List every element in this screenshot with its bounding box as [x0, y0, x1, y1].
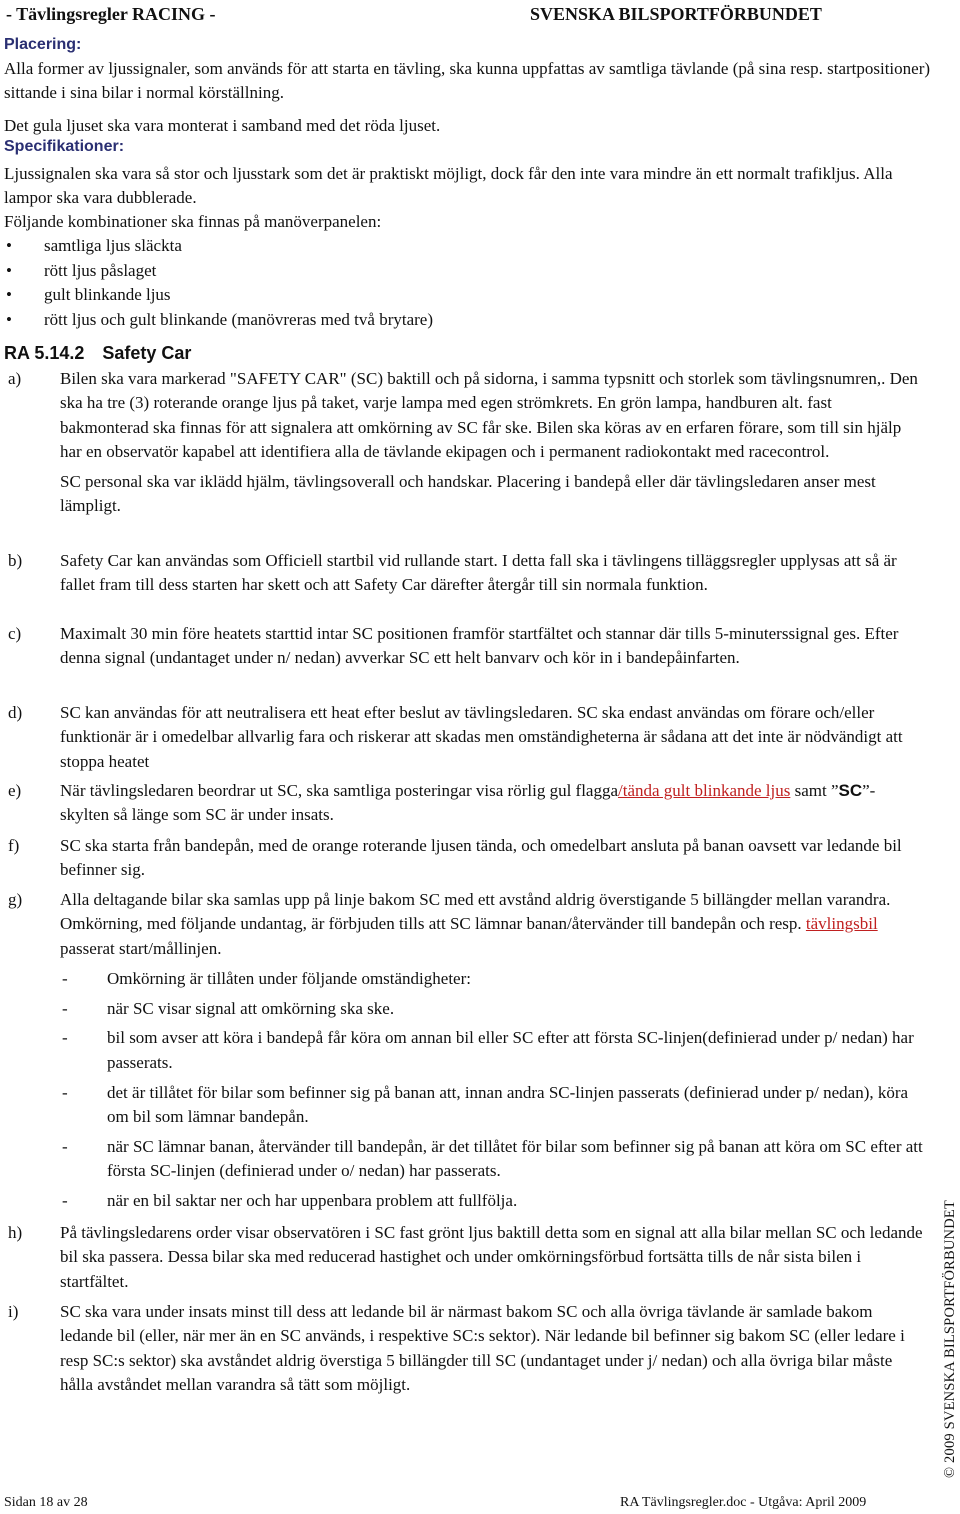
rule-item-b [4, 549, 924, 598]
rule-item-c [4, 622, 924, 671]
bullet-mark: • [6, 260, 12, 280]
sc-sign-label: SC [838, 781, 863, 800]
bullet-mark: • [6, 236, 12, 255]
revision-link[interactable]: /tända gult blinkande ljus [618, 781, 791, 800]
list-item: - när en bil saktar ner och har uppenbara problem att fullfölja. [60, 1189, 924, 1213]
dash-mark: - [62, 1136, 68, 1156]
item-h-text: På tävlingsledarens order visar observatören i SC fast grönt ljus baktill detta som en signal att alla bilar mellan SC och ledande bil ska passera. Dessa bilar ska med reducerad hastighet och under omkörningsförbud fortsätta tills de når sista bilen i startfältet. [60, 1223, 923, 1291]
list-item: • gult blinkande ljus [4, 283, 904, 308]
list-item: - när SC lämnar banan, återvänder till bandepån, är det tillåtet för bilar som befinner sig på banan att köra om SC efter att första SC-linjen (definierad under o/ nedan) har passerats. [62, 1136, 923, 1180]
section-number: RA 5.14.2 [4, 343, 85, 363]
rule-item-g [4, 888, 924, 1219]
item-label: a) [8, 369, 22, 388]
page-number: Sidan 18 av 28 [4, 1495, 88, 1510]
list-item: - Omkörning är tillåten under följande omständigheter: [60, 967, 924, 991]
section-heading [4, 343, 191, 364]
copyright-vertical: © 2009 SVENSKA BILSPORTFÖRBUNDET [942, 1200, 958, 1478]
item-a-paragraph-2: SC personal ska var iklädd hjälm, tävlingsoverall och handskar. Placering i bandepå eller där tävlingsledaren anser mest lämpligt. [60, 472, 876, 516]
rule-item-h [4, 1221, 924, 1294]
item-a-paragraph-1: Bilen ska vara markerad "SAFETY CAR" (SC) baktill och på sidorna, i samma typsnitt och storlek som tävlingsnumren,. Den ska ha tre (3) roterande orange ljus på taket, varje lampa med egen strömkrets. En grön lampa, handburen alt. fast bakmonterad ska finnas för att signalera att omkörning av SC får ske. Bilen ska köras av en erfaren förare, som till sin hjälp har en observatör kapabel att identifiera alla de tävlande ekipagen och i permanent radiokontakt med racecontrol. [60, 369, 918, 461]
list-item: - det är tillåtet för bilar som befinner sig på banan att, innan andra SC-linjen passerats (definierad under p/ nedan), köra om bil som lämnar bandepån. [62, 1082, 909, 1126]
list-item: • samtliga ljus släckta [4, 234, 904, 259]
item-c-text: Maximalt 30 min före heatets starttid intar SC positionen framför startfältet och stannar där tills 5-minuterssignal ges. Efter denna signal (undantaget under n/ nedan) avverkar SC ett helt banvarv och kör in i bandepåinfarten. [60, 624, 899, 668]
item-label: b) [8, 551, 23, 570]
combination-list [4, 234, 904, 332]
revision-link[interactable]: tävlingsbil [805, 914, 878, 934]
spec-paragraph-2: Följande kombinationer ska finnas på manöverpanelen: [4, 212, 382, 231]
item-g-text: Alla deltagande bilar ska samlas upp på linje bakom SC med ett avstånd aldrig överstigande 5 billängder mellan varandra. Omkörning, med följande undantag, är förbjuden tills att SC lämnar banan/återvänder till bandepån och resp. tävlingsbil passerat start/mållinjen. [60, 890, 891, 958]
rule-item-f [4, 834, 924, 883]
item-label: h) [8, 1223, 23, 1242]
list-item: • rött ljus påslaget [4, 259, 904, 284]
item-label: e) [8, 781, 22, 800]
item-label: d) [8, 703, 23, 722]
item-f-text: SC ska starta från bandepån, med de orange roterande ljusen tända, och omedelbart ansluta på banan oavsett var ledande bil befinner sig. [60, 836, 902, 880]
item-label: i) [8, 1302, 19, 1321]
heading-placering: Placering: [4, 36, 82, 53]
rule-item-a [4, 367, 924, 519]
item-label: g) [8, 890, 23, 909]
document-info: RA Tävlingsregler.doc - Utgåva: April 2009 [620, 1495, 867, 1510]
item-label: f) [8, 836, 20, 855]
list-item: - när SC visar signal att omkörning ska ske. [60, 997, 924, 1021]
bullet-mark: • [6, 309, 12, 329]
rule-item-e [4, 779, 924, 828]
dash-mark: - [62, 1082, 68, 1102]
item-label: c) [8, 624, 22, 643]
heading-specifikationer: Specifikationer: [4, 138, 125, 155]
item-b-text: Safety Car kan användas som Officiell startbil vid rullande start. I detta fall ska i tävlingens tilläggsregler upplysas att så är fallet fram till dess starten har skett och att Safety Car därefter återgår till sin normala funktion. [60, 551, 897, 595]
item-i-text: SC ska vara under insats minst till dess att ledande bil är närmast bakom SC och alla övriga tävlande är samlade bakom ledande bil (eller, när mer än en SC används, i respektive SC:s sektor). När ledande bil befinner sig bakom SC (eller ledare i resp SC:s sektor) ska avståndet aldrig överstiga 5 billängder till SC (undantaget under j/ nedan) och alla övriga bilar måste hålla avståndet mellan varandra så tätt som möjligt. [60, 1302, 905, 1394]
placering-paragraph-1: Alla former av ljussignaler, som används för att starta en tävling, ska kunna uppfattas av samtliga tävlande (på sina resp. startpositioner) sittande i sina bilar i normal körställning. [4, 59, 931, 102]
list-item: • rött ljus och gult blinkande (manövreras med två brytare) [4, 308, 904, 333]
dash-mark: - [62, 998, 68, 1018]
section-title: Safety Car [102, 343, 192, 363]
dash-mark: - [62, 1190, 68, 1210]
item-e-text: När tävlingsledaren beordrar ut SC, ska samtliga posteringar visa rörlig gul flagga/tända gult blinkande ljus samt ”SC”-skylten så länge som SC är under insats. [60, 781, 876, 825]
placering-paragraph-2: Det gula ljuset ska vara monterat i samband med det röda ljuset. [4, 116, 441, 135]
rule-item-i [4, 1300, 924, 1397]
dash-mark: - [62, 968, 68, 988]
header-right: SVENSKA BILSPORTFÖRBUNDET [530, 4, 822, 24]
dash-mark: - [62, 1028, 68, 1048]
list-item: - bil som avser att köra i bandepå får köra om annan bil eller SC efter att första SC-linjen(definierad under p/ nedan) har passerats. [62, 1028, 914, 1072]
exception-list [60, 967, 924, 1213]
header-left: - Tävlingsregler RACING - [6, 4, 216, 24]
rule-item-d [4, 701, 924, 774]
item-d-text: SC kan användas för att neutralisera ett heat efter beslut av tävlingsledaren. SC ska endast användas om förare och/eller funktionär är i omedelbar allvarlig fara och riskerar att skadas men omständigheterna är sådana att det inte är nödvändigt att stoppa heatet [60, 703, 903, 771]
spec-paragraph-1: Ljussignalen ska vara så stor och ljusstark som det är praktiskt möjligt, dock får den inte vara mindre än ett normalt trafikljus. Alla lampor ska vara dubblerade. [4, 164, 893, 207]
bullet-mark: • [6, 285, 12, 304]
